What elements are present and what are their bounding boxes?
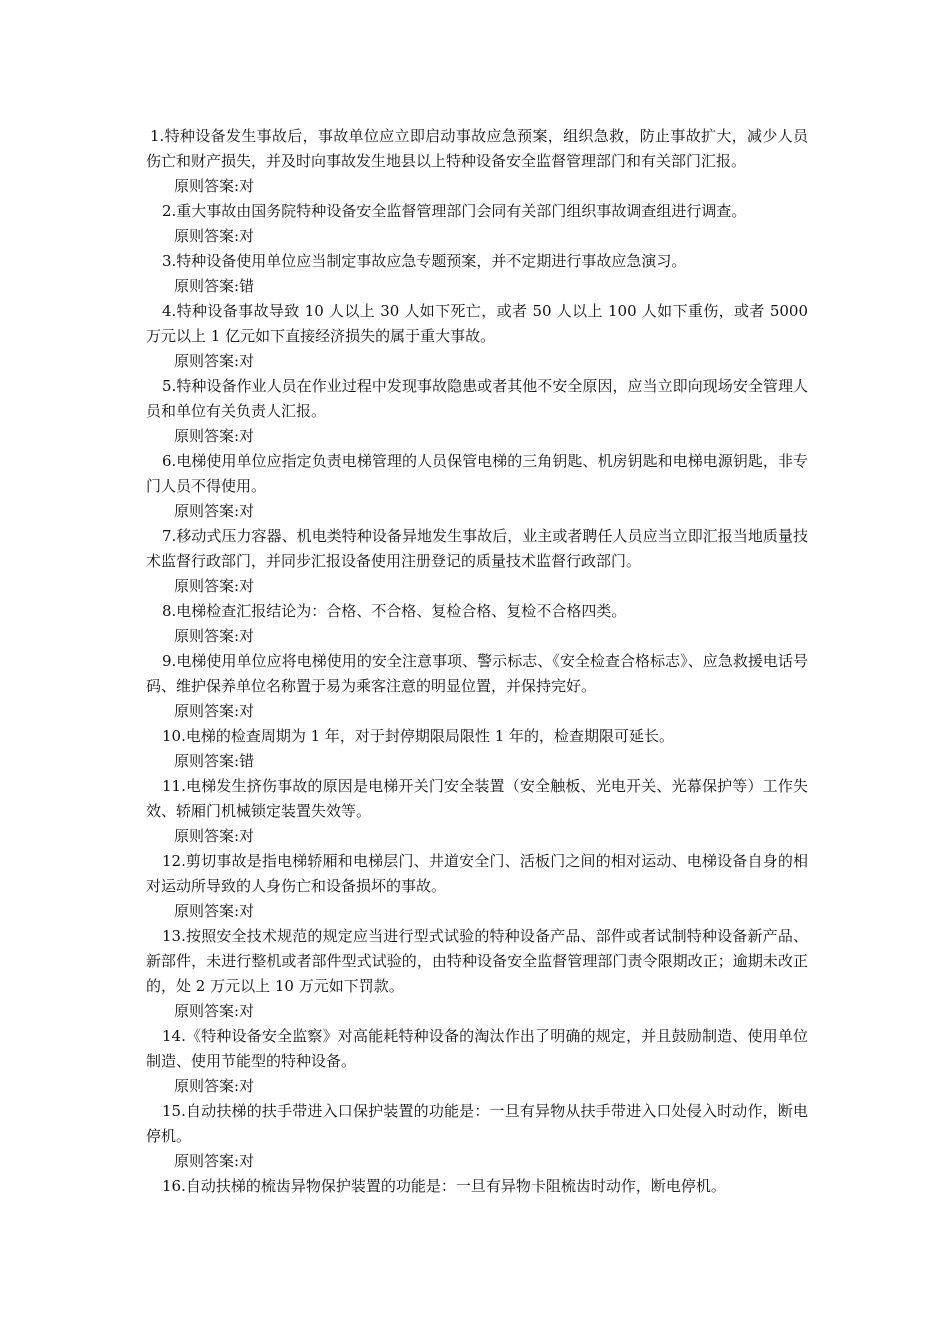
answer-label: 原则答案:	[174, 1077, 240, 1095]
answer-value: 对	[239, 352, 255, 370]
answer-value: 对	[239, 1077, 255, 1095]
question-text: 15.自动扶梯的扶手带进入口保护装置的功能是：一旦有异物从扶手带进入口处侵入时动作，断电停机。	[146, 1102, 808, 1145]
answer-value: 对	[239, 1002, 255, 1020]
answer-value: 对	[239, 577, 255, 595]
answer-line	[146, 174, 808, 199]
question-text: 16.自动扶梯的梳齿异物保护装置的功能是：一旦有异物卡阻梳齿时动作，断电停机。	[162, 1177, 726, 1195]
question-text: 4.特种设备事故导致 10 人以上 30 人如下死亡，或者 50 人以上 100 人如下重伤，或者 5000 万元以上 1 亿元如下直接经济损失的属于重大事故。	[146, 302, 808, 345]
answer-value: 对	[239, 827, 255, 845]
answer-label: 原则答案:	[174, 577, 240, 595]
answer-value: 对	[239, 902, 255, 920]
answer-value: 对	[239, 627, 255, 645]
answer-line	[146, 349, 808, 374]
answer-value: 错	[239, 752, 255, 770]
answer-line	[146, 574, 808, 599]
answer-value: 对	[239, 502, 255, 520]
answer-label: 原则答案:	[174, 752, 240, 770]
answer-line	[146, 224, 808, 249]
question-text: 11.电梯发生挤伤事故的原因是电梯开关门安全装置（安全触板、光电开关、光幕保护等）工作失效、轿厢门机械锁定装置失效等。	[146, 777, 808, 820]
question-text: 9.电梯使用单位应将电梯使用的安全注意事项、警示标志、《安全检查合格标志》、应急救援电话号码、维护保养单位名称置于易为乘客注意的明显位置，并保持完好。	[146, 652, 808, 695]
question-text: 1.特种设备发生事故后，事故单位应立即启动事故应急预案，组织急救，防止事故扩大，减少人员伤亡和财产损失，并及时向事故发生地县以上特种设备安全监督管理部门和有关部门汇报。	[146, 127, 808, 170]
answer-line	[146, 424, 808, 449]
answer-label: 原则答案:	[174, 1002, 240, 1020]
question-text: 6.电梯使用单位应指定负责电梯管理的人员保管电梯的三角钥匙、机房钥匙和电梯电源钥匙，非专门人员不得使用。	[146, 452, 808, 495]
answer-line	[146, 699, 808, 724]
answer-label: 原则答案:	[174, 627, 240, 645]
answer-line	[146, 1149, 808, 1174]
answer-label: 原则答案:	[174, 277, 240, 295]
answer-line	[146, 274, 808, 299]
question-text: 14.《特种设备安全监察》对高能耗特种设备的淘汰作出了明确的规定，并且鼓励制造、使用单位制造、使用节能型的特种设备。	[146, 1027, 808, 1070]
answer-label: 原则答案:	[174, 177, 240, 195]
answer-value: 错	[239, 277, 255, 295]
question-text: 10.电梯的检查周期为 1 年，对于封停期限局限性 1 年的，检查期限可延长。	[162, 727, 675, 745]
answer-line	[146, 899, 808, 924]
answer-line	[146, 749, 808, 774]
answer-label: 原则答案:	[174, 352, 240, 370]
question-text: 2.重大事故由国务院特种设备安全监督管理部门会同有关部门组织事故调查组进行调查。	[162, 202, 747, 220]
answer-line	[146, 624, 808, 649]
answer-label: 原则答案:	[174, 427, 240, 445]
question-text: 13.按照安全技术规范的规定应当进行型式试验的特种设备产品、部件或者试制特种设备新产品、新部件，未进行整机或者部件型式试验的，由特种设备安全监督管理部门责令限期改正；逾期未改正的，处 2 万元以上 10 万元如下罚款。	[146, 927, 808, 995]
question-text: 8.电梯检查汇报结论为：合格、不合格、复检合格、复检不合格四类。	[162, 602, 627, 620]
answer-value: 对	[239, 177, 255, 195]
answer-line	[146, 499, 808, 524]
answer-label: 原则答案:	[174, 502, 240, 520]
answer-line	[146, 824, 808, 849]
answer-label: 原则答案:	[174, 702, 240, 720]
question-text: 7.移动式压力容器、机电类特种设备异地发生事故后，业主或者聘任人员应当立即汇报当地质量技术监督行政部门，并同步汇报设备使用注册登记的质量技术监督行政部门。	[146, 527, 808, 570]
question-text: 12.剪切事故是指电梯轿厢和电梯层门、井道安全门、活板门之间的相对运动、电梯设备自身的相对运动所导致的人身伤亡和设备损坏的事故。	[146, 852, 808, 895]
answer-line	[146, 999, 808, 1024]
answer-label: 原则答案:	[174, 1152, 240, 1170]
answer-label: 原则答案:	[174, 902, 240, 920]
answer-value: 对	[239, 227, 255, 245]
answer-label: 原则答案:	[174, 227, 240, 245]
answer-value: 对	[239, 427, 255, 445]
answer-value: 对	[239, 702, 255, 720]
document-body	[146, 124, 808, 1199]
answer-label: 原则答案:	[174, 827, 240, 845]
question-text: 3.特种设备使用单位应当制定事故应急专题预案，并不定期进行事故应急演习。	[162, 252, 687, 270]
question-text: 5.特种设备作业人员在作业过程中发现事故隐患或者其他不安全原因，应当立即向现场安全管理人员和单位有关负责人汇报。	[146, 377, 808, 420]
answer-value: 对	[239, 1152, 255, 1170]
answer-line	[146, 1074, 808, 1099]
